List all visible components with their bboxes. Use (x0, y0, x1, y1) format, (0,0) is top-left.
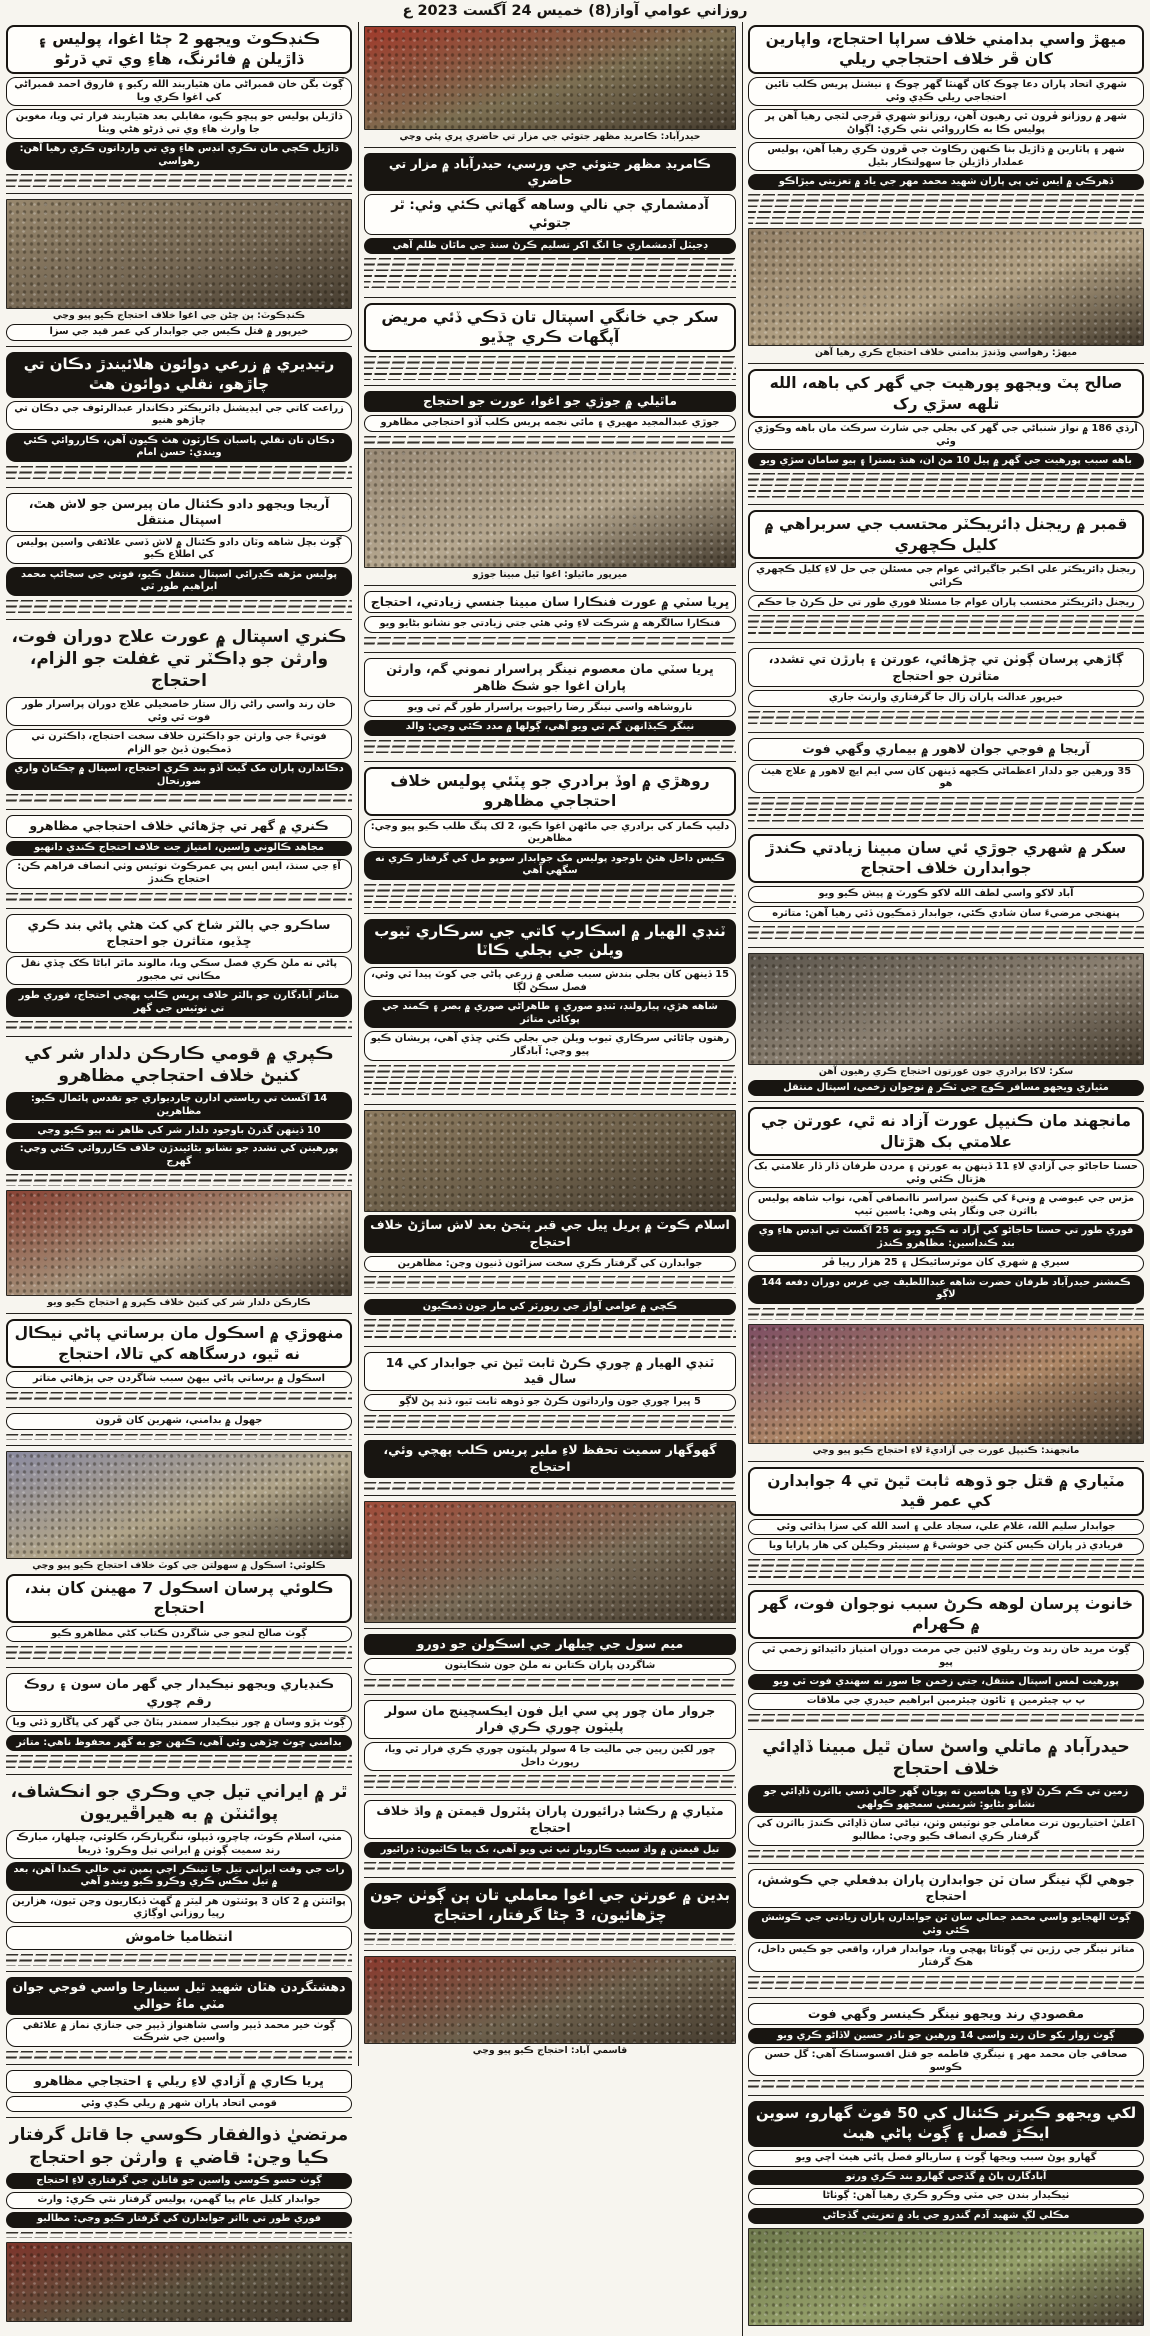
article-subhead: رهتون ڄاڻائي سرڪاري ٽيوب ويلن جي بجلي ڪٽي ڇڏي آهي، پريشان ڪيو پيو وڃي: آبادگار (364, 1031, 736, 1060)
article-body-text (748, 194, 1144, 224)
article (364, 1352, 736, 1435)
article-subhead: پورهيت لمس اسپتال منتقل، جتي زخمن جا سور نه سهندي فوت ٿي ويو (748, 1674, 1144, 1690)
article-subhead: شاهه هڙي، پيارولنڊ، ٽنڊو صوري ۽ طاهراڻي صوري ۾ بصر ۽ ڪمند جي پوکائي متاثر (364, 1000, 736, 1028)
article-body-text (364, 637, 736, 647)
photo-caption: مانجهند: ڪنيپل عورت جي آزاديءَ لاءِ احتجاج ڪيو پيو وڃي (812, 1444, 1080, 1456)
photo-caption: ڪنڊڪوٽ: ٻن ڄڻن جي اغوا خلاف احتجاج ڪيو پيو وڃي (52, 310, 306, 322)
article (748, 2101, 1144, 2331)
article-body-text (6, 1021, 352, 1031)
article-body-text (364, 1933, 736, 1945)
photo-caption: حيدرآباد: ڪامريڊ مظهر جتوئي جي مزار تي حاضري ڀري پئي وڃي (399, 131, 701, 142)
article-subhead: ڳوٺ مريد خان رند وٽ ريلوي لائين جي مرمت دوران امتياز دائيدائو زخمي ٿي پيو (748, 1642, 1144, 1671)
article-body-text (748, 1714, 1144, 1724)
article-subhead: خيرپور عدالت پاران زال جا گرفتاري وارنٽ جاري (748, 690, 1144, 707)
article-subhead: مٺي، اسلام ڪوٽ، چاچرو، ڏيپلو، ننگرپارڪر، ڪلوئي، چيلهار، مبارڪ رند سميت ڳوٺن ۾ ايراني تيل وڪرو: ذريعا (6, 1830, 352, 1859)
article-subhead: ڌاڙيلن پوليس جو پيڇو ڪيو، مقابلي بعد هٿياربند فرار ٿي ويا، مغوين جا وارث هاءِ وي تي ڌرڻو هڻي ويٺا (6, 109, 352, 138)
photo-block (748, 2228, 1144, 2326)
article-subhead: ڳوٺ الهجايو واسي محمد جمالي سان ٽن جوابدارن پاران زيادتي جي ڪوشش ڪئي وئي (748, 1911, 1144, 1939)
photo-block (364, 1956, 736, 2056)
article-headline: رتيديري ۾ زرعي دوائون هلائيندڙ دڪان تي چاڙهو، نقلي دوائون هٿ (6, 352, 352, 398)
article-headline: منهوڙي ۾ اسڪول مان برساتي پاڻي نيڪال نه ٿيو، درسگاهه کي تالا، احتجاج (6, 1319, 352, 1368)
article (6, 2070, 352, 2118)
article (364, 391, 736, 586)
article (748, 738, 1144, 829)
article-headline: مقصودي رند ويجهو نينگر ڪينسر وگهي فوت (748, 2003, 1144, 2026)
photo-block (6, 2242, 352, 2322)
article-subhead: باهه سبب پورهيت جي گهر ۾ پيل 10 مڻ ان، هنڌ بسترا ۽ ٻيو سامان سڙي ويو (748, 453, 1144, 469)
article-subhead: پورهيتن کي تشدد جو نشانو بڻائيندڙن خلاف ڪارروائي ڪئي وڃي: گهرج (6, 1142, 352, 1170)
article-subhead: فنڪارا سالگرهه ۾ شرڪت لاءِ وئي هئي جتي زيادتي جو نشانو بڻايو ويو (364, 616, 736, 633)
article (748, 25, 1144, 364)
article (6, 1451, 352, 1669)
article-subhead: جوڙي عبدالمجيد مهيري ۽ مائي نجمه پريس ڪلب آڏو احتجاجي مظاهرو (364, 415, 736, 432)
article-headline: ٽنڊي الهيار ۾ اسڪارپ کاتي جي سرڪاري ٽيوب ويلن جي بجلي ڪاٽا (364, 919, 736, 965)
article (364, 303, 736, 386)
article-subhead: آبادگارن پاڻ ۾ گڏجي گهارو بند ڪري ورتو (748, 2170, 1144, 2186)
article-subhead: اعليٰ اختياريون ترت معاملي جو نوٽيس وٺن، نياڻي سان ڏاڍائي ڪندڙ بااثرن کي گرفتار ڪري انصاف ڪيو وڃي: مطالبو (748, 1816, 1144, 1845)
article-inset: خيرپور ۾ قتل ڪيس جي جوابدار کي عمر قيد جي سزا (6, 324, 352, 341)
article (748, 510, 1144, 643)
article-headline: خانوٺ پرسان لوهه ڪرڻ سبب نوجوان فوت، گهر ۾ ڪهرام (748, 1590, 1144, 1639)
article-body-text (6, 1954, 352, 1966)
article-photo (364, 26, 736, 130)
article-body-text (364, 1319, 736, 1341)
article-headline: حيدرآباد ۾ ماتلي واسڻ سان ٿيل مبينا ڏاڍائي خلاف احتجاج (762, 1736, 1130, 1780)
article-body-text (748, 473, 1144, 499)
article-subhead: مڙس جي عيوضي ۾ ونيءَ کي ڪنيڻ سراسر ناانصافي آهي، نواب شاهه پوليس بااثرن جي ونگار پئي وهي: ياسين ٽيپ (748, 1191, 1144, 1220)
article-subhead: اسڪول ۾ برساتي پاڻي بيهڻ سبب شاگردن جي پڙهائي متاثر (6, 1371, 352, 1388)
page-columns (6, 22, 1144, 2336)
article (364, 1110, 736, 1295)
article-body-text (364, 884, 736, 908)
article-photo (748, 953, 1144, 1065)
photo-caption: ڪارڪن دلدار شر کي کنيڻ خلاف ڪپرو ۾ احتجاج ڪيو ويو (47, 1297, 311, 1309)
article-subhead: ڊجيٽل آدمشماري جا انگ اکر تسليم ڪرڻ سنڌ جي ماٿان ظلم آهي (364, 238, 736, 254)
article (6, 2123, 352, 2326)
article-headline: بدين ۾ عورتن جي اغوا معاملي تان ٻن ڳوٺن جون چڙهائيون، 3 ڄڻا گرفتار، احتجاج (364, 1883, 736, 1929)
article-body-text (364, 1276, 736, 1288)
article-subhead: شاگردن پاران ڪتابن نه ملڻ جون شڪايتون (364, 1658, 736, 1675)
article (6, 1042, 352, 1315)
article-subhead: جوابدارن کي گرفتار ڪري سخت سزائون ڏنيون وڃن: مظاهرين (364, 1256, 736, 1273)
article-body-text (748, 1559, 1144, 1579)
article-subhead: پوائنٽن ۾ 2 کان 3 پوئنٽون هر ليٽر ۾ گهٽ ڏيکاريون وڃن ٿيون، هزارين رپيا روزاني اوڳاڙي (6, 1894, 352, 1923)
article (6, 815, 352, 909)
article-headline: ساڪرو جي ٻالٽر شاخ کي کٽ هڻي پاڻي بند ڪري ڇڏيو، متاثرن جو احتجاج (6, 914, 352, 953)
article (364, 658, 736, 761)
article-subhead: ريجنل ڊائريڪٽر محتسب پاران عوام جا مسئلا فوري طور تي حل ڪرڻ جا حڪم (748, 595, 1144, 612)
article (748, 834, 1144, 948)
article-body-text (6, 466, 352, 482)
article (6, 199, 352, 347)
article-headline: سکر جي خانگي اسپتال تان ڌڪي ڏئي مريض آپگهات ڪري ڇڏيو (364, 303, 736, 352)
article-subhead: شهر ۽ پاٽارين ۾ ڌاڙيل بنا ڪنهن رڪاوٽ جي ڦرون ڪري رهيا آهن، پوليس عملدار ڌاڙيلن جا سهولتڪار بڻيل (748, 142, 1144, 171)
article-body-text (364, 1775, 736, 1789)
article (364, 1956, 736, 2061)
article-inset: سيري ۾ شهري کان موٽرسائيڪل ۽ 25 هزار رپيا ڦر (748, 1255, 1144, 1272)
article-subhead: دليپ ڪمار کي برادري جي ماڻهن اغوا ڪيو، 2 لک پنگ طلب ڪيو پيو وڃي: مظاهرين (364, 819, 736, 848)
article-photo (748, 1324, 1144, 1444)
article-subhead: ٺيڪيدار بندن جي مٽي وڪرو ڪري رهيا آهن: ڳوٺاڻا (748, 2188, 1144, 2205)
column-center (358, 22, 736, 2066)
article-photo (364, 1956, 736, 2044)
photo-caption: ميرپور ماٿيلو: اغوا ٿيل مبينا جوڙو (472, 568, 628, 580)
article (364, 1501, 736, 1629)
article-headline: مرتضيٰ ذوالفقار ڪوسي جا قاتل گرفتار ڪيا وڃن: قاضي ۽ وارثن جو احتجاج (9, 2125, 349, 2168)
article-body-text (6, 2051, 352, 2059)
article (364, 767, 736, 914)
article-body-text (6, 794, 352, 804)
article-headline: لکي ويجهو ڪيرتر ڪئنال کي 50 فوٽ گهارو، سوين ايڪڙ فصل ۽ ڳوٺ پاڻي هيٺ (748, 2101, 1144, 2147)
article-subhead: ناروشاهه واسي نينگر رضا راجپوت پراسرار طور گم ٿي ويو (364, 700, 736, 717)
article-inset: صحافي جان محمد مهر ۽ نينگري فاطمه جو قتل افسوسناڪ آهي: گل حسن ڪوسو (748, 2047, 1144, 2076)
article-subhead: فوري طور تي بااثر جوابدارن کي گرفتار ڪيو وڃي: مطالبو (6, 2212, 352, 2228)
photo-block (364, 1110, 736, 1212)
article-body-text (364, 1862, 736, 1872)
photo-block (6, 199, 352, 321)
article (364, 1299, 736, 1347)
article-headline: ڪنري ۾ گهر تي چڙهائي خلاف احتجاجي مظاهرو (6, 815, 352, 838)
article-inset: ڪچي ۾ عوامي آواز جي رپورٽر کي مار جون ڌمڪيون (364, 1299, 736, 1315)
article (748, 648, 1144, 733)
article-headline: روهڙي ۾ اوڏ برادري جو پٽئي پوليس خلاف احتجاجي مظاهرو (364, 767, 736, 816)
article-subhead: متاثر آبادگارن جو ٻالٽر خلاف پريس ڪلب پهچي احتجاج، فوري طور تي نوٽيس جي گهر (6, 988, 352, 1016)
article-body-text (6, 893, 352, 903)
photo-caption: قاسمي آباد: احتجاج ڪيو پيو وڃي (472, 2044, 628, 2056)
masthead-title: روزاني عوامي آواز(8) خميس 24 آگست 2023 ع (402, 3, 748, 19)
article-body-text (6, 2232, 352, 2238)
article (364, 1883, 736, 1951)
article-body-text (6, 1646, 352, 1662)
article-body-text (748, 1308, 1144, 1320)
article-subhead: ڪيس داخل هئڻ باوجود پوليس مک جوابدار سوپو مل کي گرفتار ڪري نه سگهي آهي (364, 851, 736, 879)
article-photo (6, 1190, 352, 1296)
article-headline: مٽياري ۾ رڪشا ڊرائيورن پاران پئٽرول قيمتن ۾ واڌ خلاف احتجاج (364, 1800, 736, 1839)
article-subhead: جوابدار سليم الله، غلام علي، سجاد علي ۽ اسد الله کي سزا ٻڌائي وئي (748, 1519, 1144, 1536)
photo-block (364, 26, 736, 142)
article-headline: ڪنڊياري ويجهو نيڪيدار جي گهر مان سون ۽ روڪ رقم چوري (6, 1673, 352, 1712)
article-body-text (748, 2080, 1144, 2090)
article-body-text (748, 1850, 1144, 1858)
article (6, 625, 352, 811)
article-subhead: بدامني چوٽ چڙهي وئي آهي، ڪنهن جو به گهر محفوظ ناهي: متاثر (6, 1735, 352, 1751)
article-subhead: آرڌي 186 ۾ نواز شنباڻي جي گهر کي بجلي جي شارٽ سرڪٽ مان باهه وڪوڙي وئي (748, 421, 1144, 450)
article-subhead: ريجنل ڊائريڪٽر علي اڪبر جاگيراڻي عوام جي مسئلن جي حل لاءِ کليل ڪچهري ڪرائي (748, 562, 1144, 591)
article-body-text (748, 926, 1144, 942)
article-headline: ميهڙ واسي بدامني خلاف سراپا احتجاج، واپارين کان ڦر خلاف احتجاجي ريلي (748, 25, 1144, 74)
article-headline: ڪلوئي پرسان اسڪول 7 مهينن کان بند، احتجاج (6, 1574, 352, 1623)
article (748, 1869, 1144, 1998)
article (748, 953, 1144, 1102)
article-photo (748, 228, 1144, 346)
article-body-text (364, 258, 736, 292)
article-subhead: خان رند واسي راڻي زال ستار خاصخيلي علاج دوران پراسرار طور فوت ٿي وئي (6, 697, 352, 726)
article (6, 1319, 352, 1408)
article-headline: ماٿيلي ۾ جوڙي جو اغوا، عورت جو احتجاج (364, 391, 736, 413)
article-headline: جروار مان چور پي سي ايل فون ايڪسچينج مان سولر پليٽون چوري ڪري فرار (364, 1700, 736, 1739)
article-subhead: ڳوٺ حسو ڪوسي واسين جو قاتلن جي گرفتاري لاءِ احتجاج (6, 2173, 352, 2189)
article (364, 591, 736, 653)
article-body-text (364, 1482, 736, 1490)
article-body-text (364, 436, 736, 444)
article-inset: ڪمشنر حيدرآباد طرفان حضرت شاهه عبداللطيف جي عرس دوران دفعه 144 لاڳو (748, 1275, 1144, 1303)
article-subhead: پنهنجي مرضيءَ سان شادي ڪئي، جوابدار ڌمڪيون ڏئي رهيا آهن: متاثره (748, 906, 1144, 923)
photo-caption: ميهڙ: رهواسي وڏنڊڙ بدامني خلاف احتجاج ڪري رهيا آهن (814, 347, 1078, 359)
article-headline: ٽنڊي الهيار ۾ چوري ڪرڻ ثابت ٿيڻ تي جوابدار کي 14 سال قيد (364, 1352, 736, 1391)
article (748, 1107, 1144, 1462)
article-subhead: 10 ڏينهن گذرڻ باوجود دلدار شر کي ظاهر نه پيو ڪيو وڃي (6, 1123, 352, 1139)
article (748, 369, 1144, 505)
article-body-text (6, 174, 352, 188)
article-headline: اسلام ڪوٽ ۾ پريل ڀيل جي قبر پٽجڻ بعد لاش ساڙڻ خلاف احتجاج (364, 1215, 736, 1253)
article-photo (364, 1110, 736, 1212)
photo-block (6, 1451, 352, 1571)
article-subhead: دڪان تان نقلي پاسبان ڪارٽون هٿ ڪيون آهن، ڪارروائي ڪئي ويندي: حسن امام (6, 433, 352, 461)
column-right (742, 22, 1144, 2336)
article-subhead: زمين تي ڪم ڪرڻ لاءِ ويا هياسين ته پويان گهر خالي ڏسي بااثرن ڏاڍائي جو نشانو بڻايو: شريمتي سمجهو ڪولهي (748, 1785, 1144, 1813)
article (364, 1440, 736, 1496)
photo-block (6, 1190, 352, 1308)
article-subhead: آءِ جي سنڌ، ايس ايس پي عمرڪوٽ نوٽيس وٺي انصاف فراهم ڪن: احتجاج ڪندڙ (6, 859, 352, 888)
article-photo (364, 448, 736, 568)
article-subhead: 5 ڀيرا چوري جون وارداتون ڪرڻ جو ڏوهه ثابت ٿيو، ڏنڊ پڻ لاڳو (364, 1394, 736, 1411)
article-subhead: 14 آگسٽ تي رياستي ادارن چارديواري جو تقدس پائمال ڪيو: مظاهرين (6, 1092, 352, 1120)
article-headline: قمبر ۾ ريجنل ڊائريڪٽر محتسب جي سربراهي ۾ کليل ڪچهري (748, 510, 1144, 559)
article-body-text (748, 615, 1144, 637)
article-subhead: ڳوٺ خير محمد ڏيٻر واسي شاهنواز ڏيٻر جي جنازي نماز ۾ علائقي واسين جي شرڪت (6, 2018, 352, 2047)
article-headline: ڀريا سٽي ۾ عورت فنڪارا سان مبينا جنسي زيادتي، احتجاج (364, 591, 736, 614)
article-subhead: قومي اتحاد پاران شهر ۾ ريلي ڪڍي وئي (6, 2096, 352, 2113)
photo-block (748, 228, 1144, 358)
article (6, 1780, 352, 1972)
article-headline: آريجا ۾ فوجي جوان لاهور ۾ بيماري وگهي فوت (748, 738, 1144, 761)
article-headline: مٽياري ۾ قتل جو ڌوهه ثابت ٿيڻ تي 4 جوابدارن کي عمر قيد (748, 1467, 1144, 1516)
photo-block (364, 1501, 736, 1623)
article-inset: جهول ۾ بدامني، شهرين کان ڦرون (6, 1413, 352, 1430)
article-body-text (6, 1434, 352, 1440)
article-photo (364, 1501, 736, 1623)
article-photo (748, 2228, 1144, 2326)
article-subhead: شهر ۾ روزانو ڦرون ٿي رهيون آهن، روزانو شهري ڦرجي لٽجي رهيا آهن پر پوليس ڪا به ڪارروائي نٿي ڪري: اڳواڻ (748, 109, 1144, 138)
article (364, 26, 736, 148)
article-headline: صالح پٽ ويجهو پورهيت جي گهر کي باهه، الله تلهه سڙي رک (748, 369, 1144, 418)
article (748, 1590, 1144, 1730)
article-body-text (364, 740, 736, 756)
article (6, 1977, 352, 2065)
article-body-text (748, 711, 1144, 727)
article-headline: دهشتگردن هٿان شهيد ٿيل سينارجا واسي فوجي جوان مٽي ماءُ حوالي (6, 1977, 352, 2015)
article-subhead: دڪاندارن پاران مک گيٽ آڏو بند ڪري احتجاج، اسپتال ۾ چڪتاڻ واري صورتحال (6, 762, 352, 790)
article-subhead: ڳوٺ صالح لنجو جي شاگردن ڪتاب کڻي مظاهرو ڪيو (6, 1626, 352, 1643)
article-subhead: چور لکين رپين جي ماليت جا 4 سولر پليٽون چوري ڪري فرار ٿي ويا، رپورٽ داخل (364, 1742, 736, 1771)
article-subhead: ڌاڙيل ڪچي مان نڪري انڊس هاءِ وي تي وارداتون ڪري رهيا آهن: رهواسي (6, 142, 352, 170)
article-subhead: تيل قيمتن ۾ واڌ سبب ڪاروبار ٺپ ٿي ويو آهي، بک پيا ڪاٽيون: ڊرائيور (364, 1842, 736, 1858)
article (6, 25, 352, 194)
article-headline: ڳاڙهي پرسان ڳوٺن تي چڙهائي، عورتن ۽ ٻارڙن تي تشدد، متاثرن جو احتجاج (748, 648, 1144, 687)
article-subhead: 15 ڏينهن کان بجلي بندش سبب ضلعي ۾ زرعي پاڻي جي کوٽ پيدا ٿي وئي، فصل سڪڻ لڳا (364, 967, 736, 996)
article-headline: مانجهند مان ڪنيپل عورت آزاد نه ٿي، عورتن جي علامتي بک هڙتال (748, 1107, 1144, 1156)
article-headline: ڀريا سٽي مان معصوم نينگر پراسرار نموني گم، وارثن پاران اغوا جو شڪ ظاهر (364, 658, 736, 697)
article-subhead: فوتيءَ جي وارثن جو ڊاڪٽرن خلاف سخت احتجاج، ڊاڪٽرن تي ڌمڪيون ڏيڻ جو الزام (6, 729, 352, 758)
article (748, 1735, 1144, 1864)
article-subhead: ڳوٺ بگن خان قمبراڻي مان هٿياربند الله رکيو ۽ فاروق احمد قمبراڻي کي اغوا ڪري ويا (6, 77, 352, 106)
article-photo (6, 1451, 352, 1559)
article-subhead: مجاهد ڪالوني واسين، امتياز جت خلاف احتجاج ڪندي دانهيو (6, 841, 352, 857)
article-headline: ڪنري اسپتال ۾ عورت علاج دوران فوت، وارثن جو ڊاڪٽر تي غفلت جو الزام، احتجاج (11, 626, 347, 692)
article-photo (6, 199, 352, 309)
photo-caption: سکر: لاکا برادري جون عورتون احتجاج ڪري رهيون آهن (818, 1066, 1074, 1078)
article-body-text (6, 1174, 352, 1186)
article-subhead: نينگر ڪيڏانهن گم ٿي ويو آهي، ڳولها ۾ مدد ڪئي وڃي: والد (364, 720, 736, 736)
article (364, 919, 736, 1105)
article-headline: گهوگهار سميت تحفظ لاءِ ملير پريس ڪلب پهچي وئي، احتجاج (364, 1440, 736, 1478)
article-inset: مٽياري ويجهو مسافر ڪوچ جي ٽڪر ۾ نوجوان زخمي، اسپتال منتقل (748, 1080, 1144, 1096)
article-body-text (364, 1065, 736, 1099)
photo-block (748, 953, 1144, 1077)
article-headline: آريجا ويجهو دادو ڪئنال مان پيرسن جو لاش هٿ، اسپتال منتقل (6, 493, 352, 532)
photo-block (364, 448, 736, 580)
article-inset: انتظاميا خاموش (6, 1926, 352, 1950)
article-subhead: ڳوٺ زوار بکو خان رند واسي 14 ورهين جو نادر حسين لاڏاڻو ڪري ويو (748, 2028, 1144, 2044)
article-subhead: فوري طور تي حسنا حاجاڻو کي آزاد نه ڪيو ويو ته 25 آگسٽ تي انڊس هاءِ وي بند ڪنداسين: مظاهرو ڪندڙ (748, 1224, 1144, 1252)
article-body-text (6, 1755, 352, 1769)
article (748, 1467, 1144, 1585)
article-subhead: متاثر نينگر جي رڙين تي ڳوٺاڻا پهچي ويا، جوابدار فرار، واقعي جو ڪيس داخل، هڪ گرفتار (748, 1942, 1144, 1971)
article-subhead: گهارو پوڻ سبب ويجها ڳوٺ ۽ ساريالو فصل پاڻي هيٺ اچي ويو (748, 2150, 1144, 2167)
article-subhead: حسنا حاجاڻو جي آزادي لاءِ 11 ڏينهن به عورتن ۽ مردن طرفان ڏار ڏار علامتي بک هڙتال ڪئي وئي (748, 1159, 1144, 1188)
article-subhead: آدمشماري جي نالي وساهه گهاتي ڪئي وئي: ٿر جتوئي (364, 194, 736, 235)
article (748, 2003, 1144, 2097)
article-headline: سکر ۾ شهري جوڙي ئي سان مبينا زيادتي ڪندڙ جوابدارن خلاف احتجاج (748, 834, 1144, 883)
article (6, 1673, 352, 1774)
photo-caption: ڪلوئي: اسڪول ۾ سهولتن جي کوٽ خلاف احتجاج ڪيو پيو وڃي (32, 1559, 326, 1571)
article (6, 493, 352, 620)
article-body-text (364, 1679, 736, 1689)
article-subhead: مڪلي لڳ شهيد آدم گندرو جي ياد ۾ تعزيتي گڏجاڻي (748, 2208, 1144, 2224)
article-headline: ميم سول جي چيلهار جي اسڪولن جو دورو (364, 1634, 736, 1656)
article-body-text (364, 1415, 736, 1429)
article-body-text (748, 1976, 1144, 1992)
article-subhead: شهري اتحاد پاران دعا چوڪ کان گهنٽا گهر چوڪ ۽ نيشنل پريس ڪلب تائين احتجاجي ريلي ڪڍي وئي (748, 77, 1144, 106)
article (364, 1700, 736, 1795)
article-headline: ڪنڊڪوٽ ويجهو 2 ڄڻا اغوا، پوليس ۽ ڌاڙيلن ۾ فائرنگ، هاءِ وي تي ڌرڻو (6, 25, 352, 74)
article (364, 153, 736, 298)
article-body-text (364, 356, 736, 380)
article-subhead: پوليس مڙهه ڪڍرائي اسپتال منتقل ڪيو، فوتي جي سڃاڻپ محمد ابراهيم طور ٿي (6, 567, 352, 595)
article-subhead: فريادي ڌر پاران ڪيس کٽڻ جي خوشيءَ ۾ سينيئر وڪيلن کي هار پارايا ويا (748, 1538, 1144, 1555)
article-subhead: ڏهرڪي ۾ ايس ٽي پي پاران شهيد محمد مهر جي ياد ۾ تعزيتي ميڙاڪو (748, 174, 1144, 190)
article-body-text (6, 1392, 352, 1402)
article-subhead: جوابدار کليل عام پيا گهمن، پوليس گرفتار نٿي ڪري: وارث (6, 2192, 352, 2209)
article-headline: ڪامريڊ مظهر جتوئي جي ورسي، حيدرآباد ۾ مزار تي حاضري (364, 153, 736, 191)
article-subhead: رات جي وقت ايراني تيل جا ٽينڪر اچي پمپن تي خالي ڪندا آهن، بعد ۾ تيل مڪس ڪري وڪرو ڪيو ويندو آهي (6, 1862, 352, 1890)
article-headline: جوهي لڳ نينگر سان ٽن جوابدارن پاران بدفعلي جي ڪوشش، احتجاج (748, 1869, 1144, 1908)
article-subhead: آباد لاکو واسي لطف الله لاکو ڪورٽ ۾ پيش ڪيو ويو (748, 886, 1144, 903)
photo-block (748, 1324, 1144, 1456)
article (6, 1413, 352, 1446)
article-headline: ٿر ۾ ايراني تيل جي وڪري جو انڪشاف، پوائنٽن ۾ به هيراڦيريون (10, 1781, 348, 1825)
article (6, 352, 352, 488)
article-subhead: ڳوٺ بچل شاهه وٽان دادو ڪئنال ۾ لاش ڏسي علائقي واسين پوليس کي اطلاع ڪيو (6, 535, 352, 564)
column-left (6, 22, 352, 2332)
article-headline: ڪپري ۾ قومي ڪارڪن دلدار شر کي کنيڻ خلاف احتجاجي مظاهرو (24, 1043, 334, 1087)
article-inset: پ ٻ چيئرمين ۽ ٽائون چيئرمين ابراهيم حيدري جي ملاقات (748, 1693, 1144, 1710)
article-photo (6, 2242, 352, 2322)
article (364, 1634, 736, 1695)
article-subhead: ڳوٺ پڙو وسان ۾ چور نيڪيدار سمندر ٻٽاڻ جي گهر کي ڀاڱارو ڏئي ويا (6, 1715, 352, 1732)
article-body-text (6, 600, 352, 614)
article-body-text (748, 797, 1144, 823)
article-subhead: پاڻي نه ملڻ ڪري فصل سڪي ويا، مالوند ماٿر اباڻا ڪک ڇڏي نقل مڪاني تي مجبور (6, 956, 352, 985)
article-subhead: زراعت کاتي جي ايڊيشنل ڊائريڪٽر دڪاندار عبدالرئوف جي دڪان تي چاڙهو هنيو (6, 401, 352, 430)
article-subhead: 35 ورهين جو دلدار اعظماڻي ڪجهه ڏينهن کان سي ايم ايڇ لاهور ۾ علاج هيٺ هو (748, 764, 1144, 793)
article (6, 914, 352, 1037)
article-headline: ڀريا ڪاري ۾ آزادي لاءِ ريلي ۽ احتجاجي مظاهرو (6, 2070, 352, 2093)
article (364, 1800, 736, 1878)
